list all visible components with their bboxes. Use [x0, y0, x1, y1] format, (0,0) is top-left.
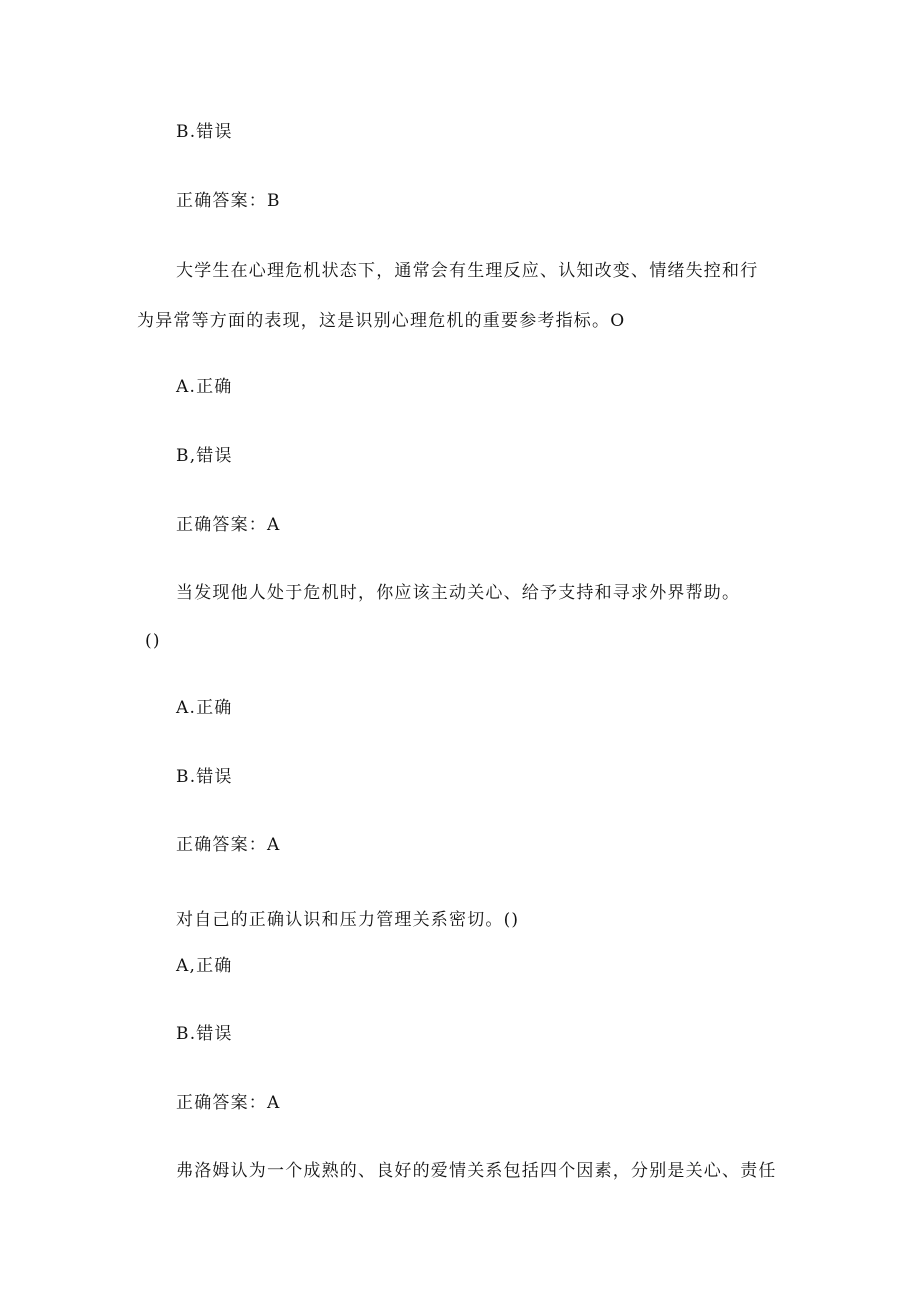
- question-text: 对自己的正确认识和压力管理关系密切。(): [176, 910, 520, 930]
- question-text-continued: 为异常等方面的表现，这是识别心理危机的重要参考指标。O: [137, 311, 626, 331]
- option-a: A.正确: [176, 698, 233, 718]
- answer-line: 正确答案：A: [176, 1093, 281, 1113]
- answer-line: 正确答案：B: [176, 191, 281, 211]
- question-blank: (): [145, 631, 161, 651]
- question-text: 大学生在心理危机状态下，通常会有生理反应、认知改变、情绪失控和行: [176, 261, 759, 281]
- question-text: 弗洛姆认为一个成熟的、良好的爱情关系包括四个因素，分别是关心、责任: [176, 1161, 777, 1181]
- option-a: A.正确: [176, 377, 233, 397]
- answer-line: 正确答案：A: [176, 515, 281, 535]
- option-b: B.错误: [176, 122, 233, 142]
- option-b: B,错误: [176, 446, 233, 466]
- answer-line: 正确答案：A: [176, 835, 281, 855]
- option-a: A,正确: [176, 956, 233, 976]
- option-b: B.错误: [176, 767, 233, 787]
- option-b: B.错误: [176, 1024, 233, 1044]
- question-text: 当发现他人处于危机时，你应该主动关心、给予支持和寻求外界帮助。: [176, 583, 741, 603]
